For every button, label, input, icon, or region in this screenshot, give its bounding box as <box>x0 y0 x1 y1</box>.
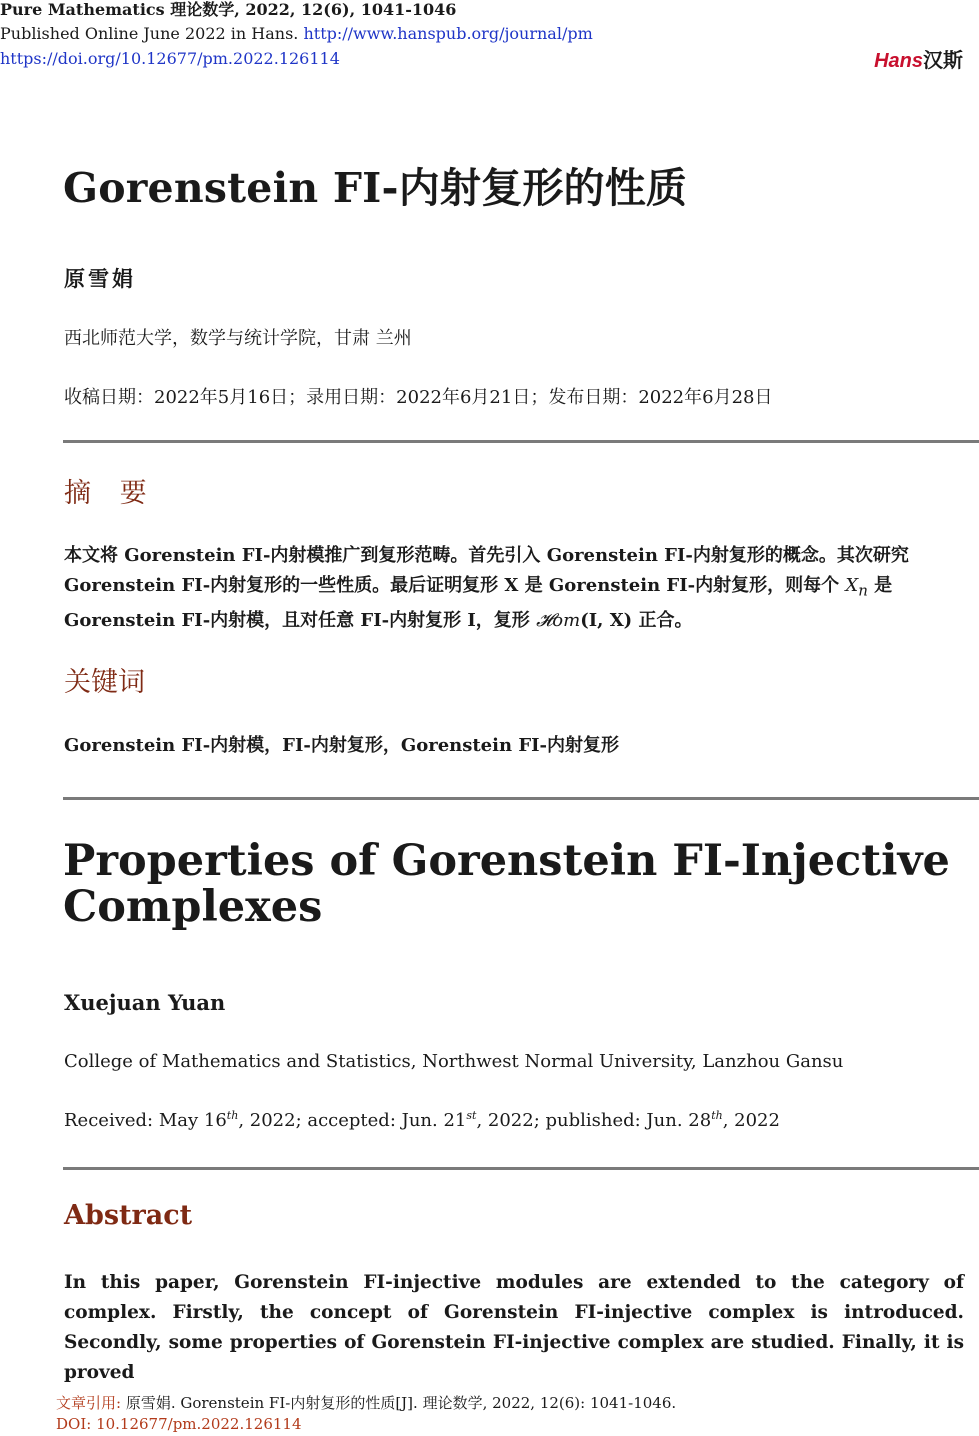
math-hom: 𝓗om <box>536 609 581 631</box>
section-divider <box>63 440 979 443</box>
citation-label: 文章引用: <box>56 1394 126 1412</box>
dates-cn: 收稿日期：2022年5月16日；录用日期：2022年6月21日；发布日期：2022年6月28日 <box>64 387 773 408</box>
keywords-cn: Gorenstein FI-内射模，FI-内射复形，Gorenstein FI-内射复形 <box>64 735 619 756</box>
journal-title: Pure Mathematics 理论数学, 2022, 12(6), 1041-1046 <box>0 0 457 19</box>
year-tail: , 2022 <box>722 1110 780 1131</box>
author-en: Xuejuan Yuan <box>64 990 226 1015</box>
citation-footer <box>56 1394 676 1413</box>
published-online-text: Published Online June 2022 in Hans. <box>0 24 304 43</box>
hans-logo <box>874 44 963 73</box>
section-divider <box>63 1167 979 1170</box>
abstract-heading-cn: 摘 要 <box>64 478 157 509</box>
citation-text: 原雪娟. Gorenstein FI-内射复形的性质[J]. 理论数学, 2022, 12(6): 1041-1046. <box>125 1394 677 1412</box>
abstract-cn-part2: 是 Gorenstein FI-内射模，且对任意 FI-内射复形 I，复形 <box>64 575 893 631</box>
published-date: , 2022; published: Jun. 28 <box>476 1110 712 1131</box>
math-hom-args: (I, X) <box>580 609 633 631</box>
received-date: Received: May 16 <box>64 1110 227 1131</box>
math-x-n <box>845 575 868 600</box>
section-divider <box>63 797 979 800</box>
abstract-heading-en: Abstract <box>64 1200 193 1231</box>
math-sub-n: n <box>858 581 868 600</box>
journal-url-link[interactable]: http://www.hanspub.org/journal/pm <box>303 24 593 43</box>
paper-title-cn: Gorenstein FI-内射复形的性质 <box>63 164 688 212</box>
published-suffix: th <box>711 1109 723 1122</box>
abstract-en: In this paper, Gorenstein FI-injective modules are extended to the category of complex. Firstly, the concept of Gorenstein FI-injective complex is introduced. Secondly, some properties of Gorenstein FI-injective complex are studied. Finally, it is proved <box>64 1272 964 1383</box>
logo-latin-text: Hans <box>874 50 923 72</box>
accepted-suffix: st <box>466 1109 477 1122</box>
paper-title-en: Properties of Gorenstein FI-Injective Complexes <box>63 836 950 932</box>
abstract-cn-part3: 正合。 <box>632 609 693 631</box>
abstract-cn-part1: 本文将 Gorenstein FI-内射模推广到复形范畴。首先引入 Gorenstein FI-内射复形的概念。其次研究 Gorenstein FI-内射复形的一些性质。最后证明复形 X 是 Gorenstein FI-内射复形，则每个 <box>64 545 909 596</box>
abstract-cn <box>64 541 966 636</box>
footer-doi[interactable]: DOI: 10.12677/pm.2022.126114 <box>56 1415 302 1433</box>
affiliation-cn: 西北师范大学，数学与统计学院，甘肃 兰州 <box>64 328 412 349</box>
author-cn: 原雪娟 <box>64 266 136 291</box>
math-x: X <box>845 575 859 596</box>
received-suffix: th <box>226 1109 239 1122</box>
published-online-line <box>0 24 593 44</box>
logo-cn-text: 汉斯 <box>923 50 963 72</box>
doi-url-link[interactable]: https://doi.org/10.12677/pm.2022.126114 <box>0 49 340 68</box>
dates-en <box>64 1109 780 1131</box>
affiliation-en: College of Mathematics and Statistics, Northwest Normal University, Lanzhou Gansu <box>64 1051 844 1072</box>
accepted-date: , 2022; accepted: Jun. 21 <box>238 1110 467 1131</box>
keywords-heading-cn: 关键词 <box>64 667 145 698</box>
